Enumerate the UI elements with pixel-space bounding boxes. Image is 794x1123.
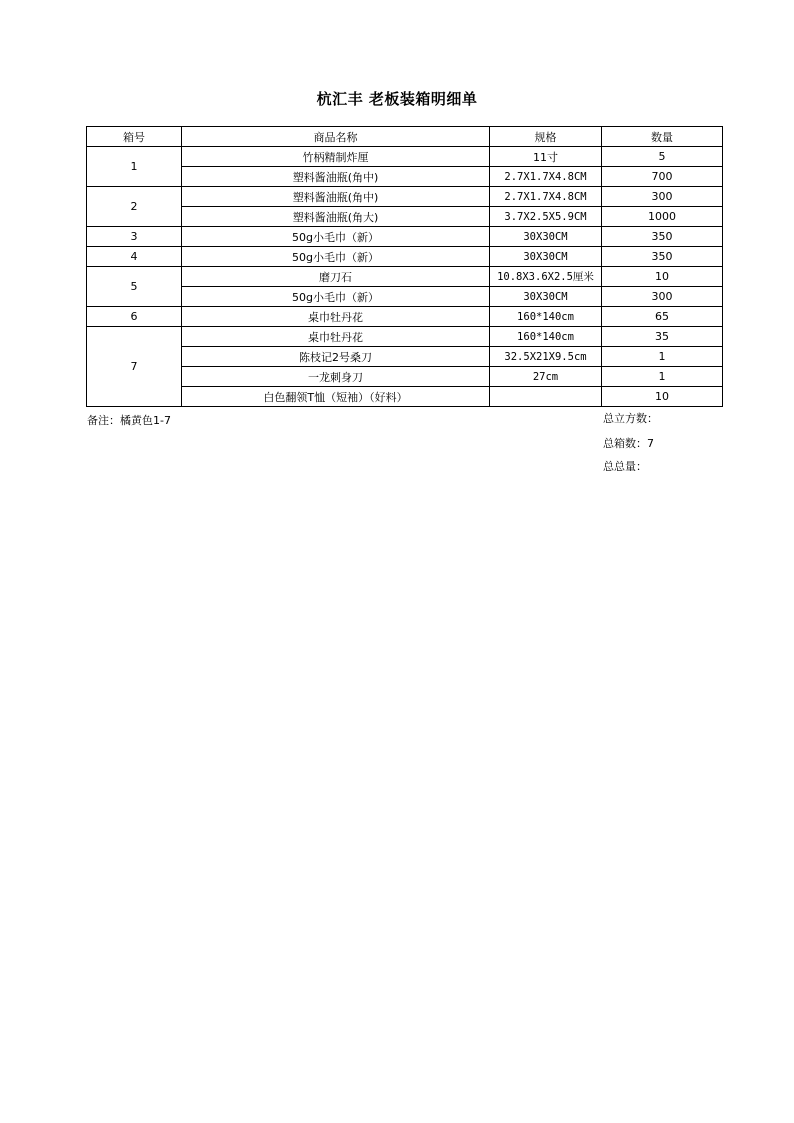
box-number: 2 (87, 187, 182, 227)
product-quantity: 65 (602, 307, 723, 327)
product-spec: 3.7X2.5X5.9CM (490, 207, 602, 227)
table-row (87, 267, 723, 287)
product-quantity: 10 (602, 387, 723, 407)
table-row (87, 327, 723, 347)
product-spec: 10.8X3.6X2.5厘米 (490, 267, 602, 287)
box-number: 7 (87, 327, 182, 407)
header-quantity: 数量 (602, 127, 723, 147)
product-name: 白色翻领T恤（短袖）（好料） (182, 387, 490, 407)
product-name: 塑料酱油瓶(角中) (182, 187, 490, 207)
product-name: 塑料酱油瓶(角中) (182, 167, 490, 187)
table-row (87, 187, 723, 207)
product-name: 磨刀石 (182, 267, 490, 287)
product-name: 50g小毛巾（新） (182, 227, 490, 247)
product-quantity: 350 (602, 247, 723, 267)
product-spec: 160*140cm (490, 307, 602, 327)
table-row (87, 207, 723, 227)
table-row (87, 367, 723, 387)
product-name: 桌巾牡丹花 (182, 307, 490, 327)
box-number: 6 (87, 307, 182, 327)
table-row (87, 347, 723, 367)
product-name: 桌巾牡丹花 (182, 327, 490, 347)
product-name: 塑料酱油瓶(角大) (182, 207, 490, 227)
product-quantity: 10 (602, 267, 723, 287)
product-quantity: 300 (602, 187, 723, 207)
product-quantity: 5 (602, 147, 723, 167)
table-row (87, 307, 723, 327)
product-spec: 27cm (490, 367, 602, 387)
product-spec: 30X30CM (490, 287, 602, 307)
header-box-no: 箱号 (87, 127, 182, 147)
header-product-name: 商品名称 (182, 127, 490, 147)
product-spec: 32.5X21X9.5cm (490, 347, 602, 367)
product-name: 50g小毛巾（新） (182, 287, 490, 307)
product-name: 一龙刺身刀 (182, 367, 490, 387)
product-quantity: 350 (602, 227, 723, 247)
page-title: 杭汇丰 老板装箱明细单 (316, 90, 478, 108)
packing-list-table (86, 126, 723, 407)
product-quantity: 700 (602, 167, 723, 187)
total-weight-label: 总总量： (603, 460, 647, 473)
table-header-row (87, 127, 723, 147)
product-spec: 2.7X1.7X4.8CM (490, 187, 602, 207)
product-spec (490, 387, 602, 407)
table-row (87, 247, 723, 267)
product-name: 50g小毛巾（新） (182, 247, 490, 267)
box-number: 4 (87, 247, 182, 267)
product-quantity: 1 (602, 367, 723, 387)
product-quantity: 1 (602, 347, 723, 367)
table-row (87, 227, 723, 247)
product-spec: 2.7X1.7X4.8CM (490, 167, 602, 187)
product-name: 陈枝记2号桑刀 (182, 347, 490, 367)
product-quantity: 300 (602, 287, 723, 307)
remark-note: 备注：橘黄色1-7 (87, 414, 171, 427)
table-row (87, 387, 723, 407)
product-quantity: 1000 (602, 207, 723, 227)
box-number: 1 (87, 147, 182, 187)
product-spec: 30X30CM (490, 227, 602, 247)
table-row (87, 287, 723, 307)
product-name: 竹柄精制炸厘 (182, 147, 490, 167)
product-spec: 30X30CM (490, 247, 602, 267)
product-spec: 160*140cm (490, 327, 602, 347)
total-boxes-label: 总箱数：7 (603, 437, 654, 450)
table-row (87, 147, 723, 167)
header-spec: 规格 (490, 127, 602, 147)
total-volume-label: 总立方数： (603, 412, 658, 425)
box-number: 3 (87, 227, 182, 247)
product-quantity: 35 (602, 327, 723, 347)
product-spec: 11寸 (490, 147, 602, 167)
table-row (87, 167, 723, 187)
box-number: 5 (87, 267, 182, 307)
